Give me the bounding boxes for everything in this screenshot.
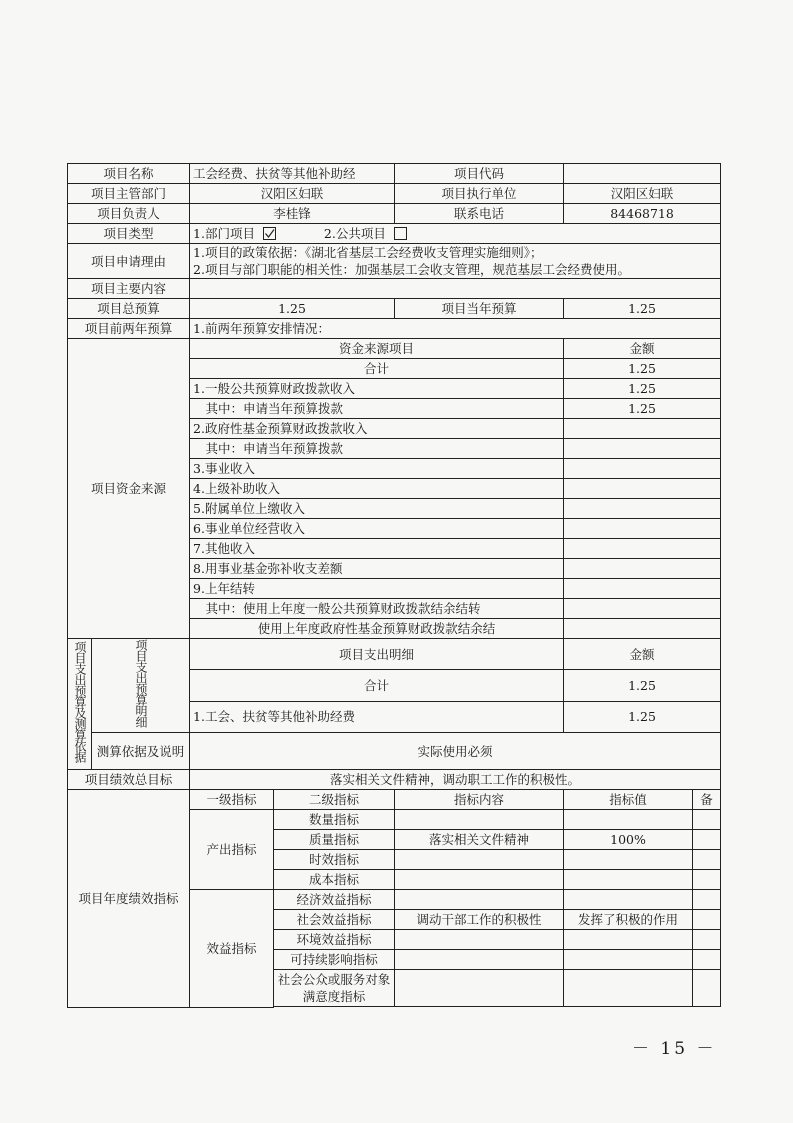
dept-label: 项目主管部门 — [68, 184, 190, 204]
row-type — [68, 224, 721, 244]
goal-value: 落实相关文件精神，调动职工工作的积极性。 — [190, 770, 721, 790]
funding-item: 合计 — [190, 359, 564, 379]
perf-col-remark: 备 — [693, 790, 721, 810]
funding-item: 其中：使用上年度一般公共预算财政拨款结余结转 — [190, 599, 564, 619]
project-name-label: 项目名称 — [68, 164, 190, 184]
expense-total-value: 1.25 — [564, 670, 721, 701]
expense-item: 1.工会、扶贫等其他补助经费 — [190, 701, 564, 732]
funding-amount — [564, 419, 721, 439]
perf-remark — [693, 910, 721, 930]
perf-content: 落实相关文件精神 — [395, 830, 564, 850]
phone-label: 联系电话 — [395, 204, 564, 224]
project-name-value: 工会经费、扶贫等其他补助经 — [190, 164, 395, 184]
total-budget-value: 1.25 — [190, 299, 395, 319]
funding-amount — [564, 579, 721, 599]
expense-total-label: 合计 — [190, 670, 564, 701]
year-budget-value: 1.25 — [564, 299, 721, 319]
prev-budget-label: 项目前两年预算 — [68, 319, 190, 339]
perf-value — [564, 970, 693, 1007]
project-code-value — [564, 164, 721, 184]
perf-value — [564, 930, 693, 950]
perf-value — [564, 950, 693, 970]
perf-content — [395, 950, 564, 970]
funding-amount — [564, 599, 721, 619]
funding-item: 其中：申请当年预算拨款 — [190, 399, 564, 419]
row-total-budget — [68, 299, 721, 319]
funding-item: 6.事业单位经营收入 — [190, 519, 564, 539]
funding-item: 其中：申请当年预算拨款 — [190, 439, 564, 459]
funding-amount — [564, 539, 721, 559]
row-owner — [68, 204, 721, 224]
owner-label: 项目负责人 — [68, 204, 190, 224]
perf-remark — [693, 970, 721, 1007]
expense-col-item: 项目支出明细 — [190, 639, 564, 670]
perf-content — [395, 810, 564, 830]
perf-indicator: 社会公众或服务对象满意度指标 — [274, 970, 395, 1007]
funding-item: 8.用事业基金弥补收支差额 — [190, 559, 564, 579]
reason-value — [190, 244, 721, 279]
expense-col-amount: 金额 — [564, 639, 721, 670]
expense-amount: 1.25 — [564, 701, 721, 732]
funding-item: 3.事业收入 — [190, 459, 564, 479]
perf-remark — [693, 870, 721, 890]
project-code-label: 项目代码 — [395, 164, 564, 184]
funding-item: 9.上年结转 — [190, 579, 564, 599]
funding-col-item: 资金来源项目 — [190, 339, 564, 359]
phone-value: 84468718 — [564, 204, 721, 224]
row-dept — [68, 184, 721, 204]
reason-line-2: 2.项目与部门职能的相关性：加强基层工会收支管理，规范基层工会经费使用。 — [193, 262, 630, 277]
perf-indicator: 经济效益指标 — [274, 890, 395, 910]
funding-item: 使用上年度政府性基金预算财政拨款结余结 — [190, 619, 564, 639]
row-prev-budget — [68, 319, 721, 339]
perf-col-value: 指标值 — [564, 790, 693, 810]
perf-content — [395, 870, 564, 890]
content-label: 项目主要内容 — [68, 279, 190, 299]
type-opt-public-label: 2.公共项目 — [323, 226, 386, 241]
content-value — [190, 279, 721, 299]
perf-group-benefit: 效益指标 — [190, 890, 274, 1008]
perf-indicator: 质量指标 — [274, 830, 395, 850]
perf-indicator: 社会效益指标 — [274, 910, 395, 930]
dept-value: 汉阳区妇联 — [190, 184, 395, 204]
goal-row — [68, 770, 721, 790]
row-content — [68, 279, 721, 299]
type-label: 项目类型 — [68, 224, 190, 244]
perf-indicator: 环境效益指标 — [274, 930, 395, 950]
perf-remark — [693, 830, 721, 850]
perf-content — [395, 930, 564, 950]
perf-value — [564, 870, 693, 890]
unchecked-checkbox-icon[interactable] — [394, 227, 407, 240]
perf-content — [395, 970, 564, 1007]
perf-value — [564, 890, 693, 910]
perf-remark — [693, 850, 721, 870]
perf-indicator: 时效指标 — [274, 850, 395, 870]
project-budget-form — [67, 163, 721, 1008]
expense-outer-label: 项目支出预算及测算依据 — [68, 639, 92, 770]
funding-header-row — [68, 339, 721, 359]
funding-amount: 1.25 — [564, 379, 721, 399]
spacer — [274, 1007, 721, 1008]
perf-remark — [693, 930, 721, 950]
perf-value: 100% — [564, 830, 693, 850]
perf-value — [564, 850, 693, 870]
basis-row — [68, 733, 721, 770]
funding-amount — [564, 499, 721, 519]
funding-amount — [564, 459, 721, 479]
page-number: － 15 － — [632, 1039, 717, 1059]
row-project-name — [68, 164, 721, 184]
funding-col-amount: 金额 — [564, 339, 721, 359]
perf-remark — [693, 950, 721, 970]
funding-item: 4.上级补助收入 — [190, 479, 564, 499]
funding-amount: 1.25 — [564, 399, 721, 419]
funding-item: 7.其他收入 — [190, 539, 564, 559]
reason-line-1: 1.项目的政策依据：《湖北省基层工会经费收支管理实施细则》； — [193, 245, 543, 260]
perf-content — [395, 850, 564, 870]
funding-amount — [564, 439, 721, 459]
funding-item: 5.附属单位上缴收入 — [190, 499, 564, 519]
perf-header-row — [68, 790, 721, 810]
perf-indicator: 数量指标 — [274, 810, 395, 830]
basis-value: 实际使用必须 — [190, 733, 721, 770]
checked-checkbox-icon[interactable] — [263, 227, 276, 240]
year-budget-label: 项目当年预算 — [395, 299, 564, 319]
prev-budget-value: 1.前两年预算安排情况： — [190, 319, 721, 339]
funding-item: 1.一般公共预算财政拨款收入 — [190, 379, 564, 399]
perf-label: 项目年度绩效指标 — [68, 790, 190, 1008]
perf-remark — [693, 890, 721, 910]
funding-label: 项目资金来源 — [68, 339, 190, 639]
total-budget-label: 项目总预算 — [68, 299, 190, 319]
perf-value — [564, 810, 693, 830]
perf-col-content: 指标内容 — [395, 790, 564, 810]
basis-label: 测算依据及说明 — [92, 733, 190, 770]
perf-content — [395, 890, 564, 910]
type-options — [190, 224, 721, 244]
funding-amount — [564, 519, 721, 539]
funding-amount — [564, 479, 721, 499]
goal-label: 项目绩效总目标 — [68, 770, 190, 790]
expense-detail-label: 项目支出预算明细 — [92, 639, 190, 733]
perf-value: 发挥了积极的作用 — [564, 910, 693, 930]
funding-amount — [564, 559, 721, 579]
perf-indicator: 成本指标 — [274, 870, 395, 890]
funding-amount: 1.25 — [564, 359, 721, 379]
type-opt-dept-label: 1.部门项目 — [193, 226, 255, 241]
perf-content: 调动干部工作的积极性 — [395, 910, 564, 930]
perf-col-level1: 一级指标 — [190, 790, 274, 810]
owner-value: 李桂锋 — [190, 204, 395, 224]
funding-item: 2.政府性基金预算财政拨款收入 — [190, 419, 564, 439]
exec-unit-value: 汉阳区妇联 — [564, 184, 721, 204]
perf-remark — [693, 810, 721, 830]
expense-header-row — [68, 639, 721, 670]
exec-unit-label: 项目执行单位 — [395, 184, 564, 204]
row-reason — [68, 244, 721, 279]
perf-col-level2: 二级指标 — [274, 790, 395, 810]
funding-amount — [564, 619, 721, 639]
perf-group-output: 产出指标 — [190, 810, 274, 890]
perf-indicator: 可持续影响指标 — [274, 950, 395, 970]
reason-label: 项目申请理由 — [68, 244, 190, 279]
